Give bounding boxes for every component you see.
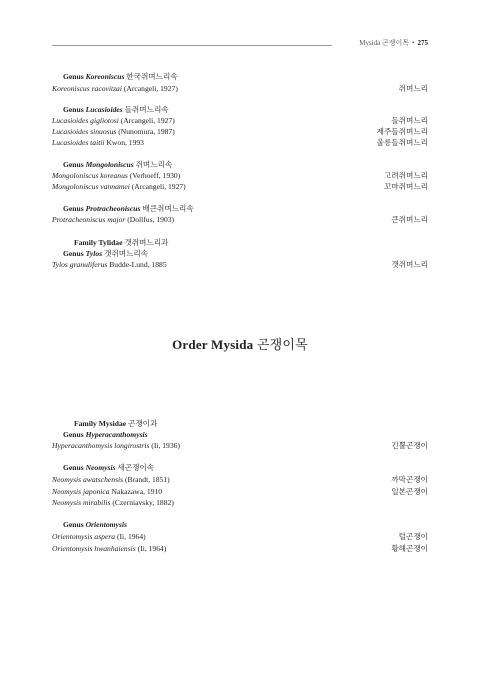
order-korean: 곤쟁이목	[253, 337, 308, 352]
korean-common-name: 까막곤쟁이	[391, 475, 428, 484]
species-author: (Arcangeli, 1927)	[129, 182, 186, 191]
genus-heading	[52, 429, 428, 440]
species-author: (Ii, 1964)	[115, 532, 146, 541]
korean-common-name: 갯쥐며느리	[391, 260, 428, 269]
order-heading	[0, 334, 480, 353]
header-section: Mysida 곤쟁이목	[359, 39, 410, 47]
species-author: (Verhoeff, 1930)	[127, 171, 181, 180]
taxon-name: Orientomysis	[85, 520, 127, 529]
taxon-korean-name: 들쥐며느리속	[122, 105, 169, 114]
species-line	[52, 531, 428, 542]
species-line	[52, 137, 428, 148]
rank-label: Genus	[63, 72, 86, 81]
genus-heading	[52, 519, 428, 530]
korean-common-name: 큰쥐며느리	[391, 215, 428, 224]
taxon-name: Lucasioides	[85, 105, 123, 114]
rank-label: Family	[74, 238, 99, 247]
genus-heading	[52, 104, 428, 115]
species-line	[52, 440, 428, 451]
korean-common-name: 황해곤쟁이	[391, 544, 428, 553]
species-name: Hyperacanthomysis longirostris	[52, 441, 150, 450]
korean-common-name: 들쥐며느리	[391, 116, 428, 125]
species-name: Protracheoniscus major	[52, 215, 126, 224]
genus-heading	[52, 462, 428, 473]
species-author: Nakazawa, 1910	[109, 487, 163, 496]
korean-common-name: 긴뿔곤쟁이	[391, 441, 428, 450]
order-prefix: Order	[172, 337, 211, 352]
genus-heading	[52, 159, 428, 170]
rank-label: Genus	[63, 105, 86, 114]
taxon-korean-name: 갯쥐며느리과	[122, 238, 169, 247]
korean-common-name: 고려쥐며느리	[383, 171, 428, 180]
korean-common-name: 털곤쟁이	[398, 532, 428, 541]
species-name: Orientomysis aspera	[52, 532, 116, 541]
species-name: Lucasioides gigliotosi	[52, 116, 119, 125]
rank-label: Genus	[63, 430, 86, 439]
family-heading	[52, 237, 428, 248]
species-author: (Ii, 1964)	[135, 544, 167, 553]
rank-label: Genus	[63, 204, 86, 213]
species-name: Mongoloniscus vannamei	[52, 182, 130, 191]
species-line	[52, 83, 428, 94]
species-line	[52, 474, 428, 485]
korean-common-name: 울릉들쥐며느리	[376, 138, 428, 147]
genus-heading	[52, 203, 428, 214]
species-line	[52, 181, 428, 192]
species-author: (Nunomura, 1987)	[116, 127, 175, 136]
taxon-name: Tylos	[85, 249, 103, 258]
page-number: 275	[417, 39, 428, 47]
species-name: Lucasioides taitii	[52, 138, 105, 147]
korean-common-name: 일본곤쟁이	[391, 487, 428, 496]
order-name: Mysida	[211, 337, 254, 352]
species-line	[52, 170, 428, 181]
taxon-korean-name: 배큰쥐며느리속	[140, 204, 194, 213]
species-author: Kwon, 1993	[104, 138, 144, 147]
taxon-korean-name: 새곤쟁이속	[115, 463, 155, 472]
taxon-name: Mysidae	[98, 419, 127, 428]
rank-label: Genus	[63, 520, 86, 529]
rank-label: Genus	[63, 249, 86, 258]
genus-heading	[52, 248, 428, 259]
species-name: Koreoniscus racovitzai	[52, 84, 122, 93]
species-author: (Czerniavsky, 1882)	[110, 498, 174, 507]
taxon-korean-name: 한국쥐며느리속	[124, 72, 178, 81]
species-author: (Brandt, 1851)	[123, 475, 170, 484]
korean-common-name: 쥐며느리	[398, 84, 428, 93]
header-text	[359, 38, 428, 48]
taxon-korean-name: 갯쥐며느리속	[102, 249, 149, 258]
taxon-korean-name: 곤쟁이과	[126, 419, 158, 428]
species-name: Neomysis japonica	[52, 487, 110, 496]
taxon-name: Protracheoniscus	[85, 204, 141, 213]
species-name: Neomysis mirabilis	[52, 498, 111, 507]
species-line	[52, 126, 428, 137]
header-rule	[52, 45, 332, 46]
taxon-name: Tylidae	[98, 238, 123, 247]
taxon-name: Hyperacanthomysis	[85, 430, 148, 439]
species-author: Budde-Lund, 1885	[107, 260, 167, 269]
species-line	[52, 214, 428, 225]
species-line	[52, 259, 428, 270]
species-author: (Arcangeli, 1927)	[118, 116, 175, 125]
species-line	[52, 115, 428, 126]
korean-common-name: 제주들쥐며느리	[376, 127, 428, 136]
taxon-name: Mongoloniscus	[85, 160, 134, 169]
species-name: Orientomysis hwanhaiensis	[52, 544, 136, 553]
header-bullet: •	[412, 39, 415, 47]
species-name: Neomysis awatschensis	[52, 475, 124, 484]
taxon-name: Neomysis	[85, 463, 116, 472]
family-heading	[52, 418, 428, 429]
species-line	[52, 543, 428, 554]
genus-heading	[52, 71, 428, 82]
species-line	[52, 497, 428, 508]
species-line	[52, 486, 428, 497]
taxon-korean-name: 쥐며느리속	[133, 160, 173, 169]
species-author: (Arcangeli, 1927)	[121, 84, 178, 93]
species-name: Tylos granuliferus	[52, 260, 108, 269]
rank-label: Genus	[63, 463, 86, 472]
rank-label: Genus	[63, 160, 86, 169]
species-name: Lucasioides sinuosus	[52, 127, 117, 136]
korean-common-name: 꼬마쥐며느리	[383, 182, 428, 191]
species-name: Mongoloniscus koreanus	[52, 171, 128, 180]
species-author: (Ii, 1936)	[149, 441, 180, 450]
running-header	[52, 38, 428, 54]
rank-label: Family	[74, 419, 99, 428]
taxon-name: Koreoniscus	[85, 72, 125, 81]
species-author: (Dollfus, 1903)	[125, 215, 175, 224]
